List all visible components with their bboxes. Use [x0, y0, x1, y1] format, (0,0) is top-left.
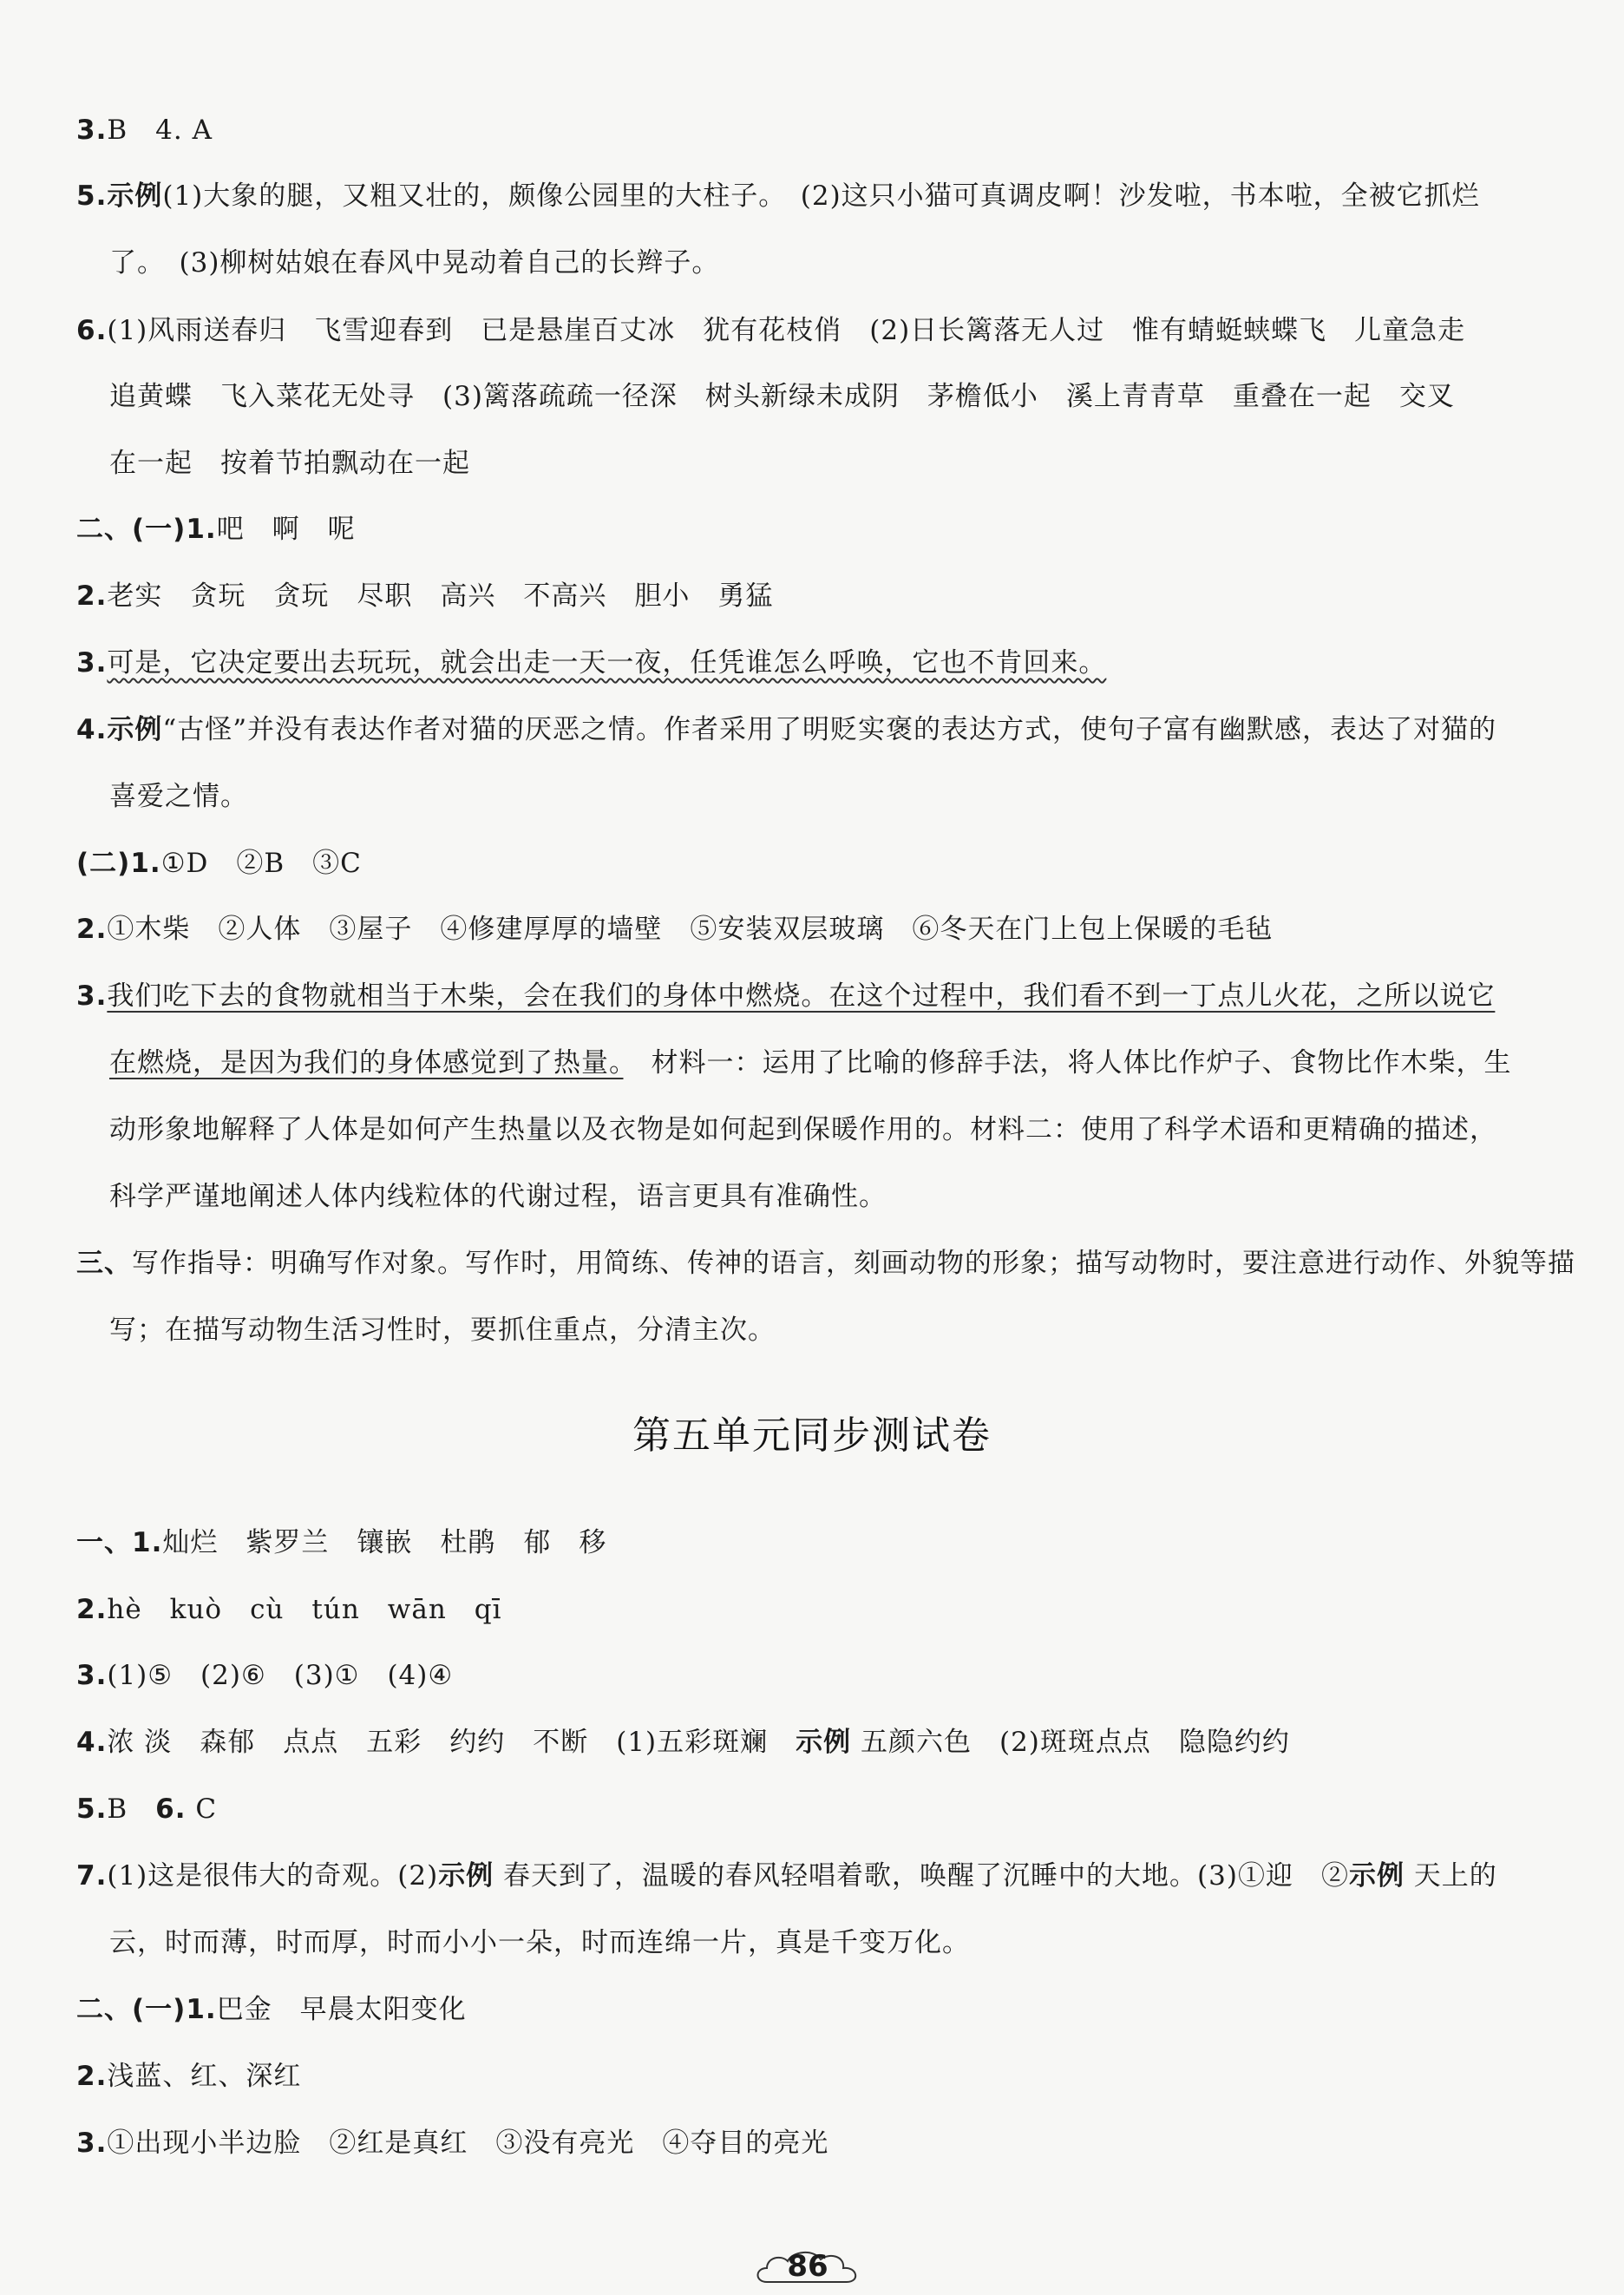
answer-line: 三、写作指导：明确写作对象。写作时，用简练、传神的语言，刻画动物的形象；描写动物时，要注意进行动作、外貌等描 — [76, 1248, 1575, 1279]
answer-line: 7.(1)这是很伟大的奇观。(2)示例 春天到了，温暖的春风轻唱着歌，唤醒了沉睡中的大地。(3)①迎 ②示例 天上的 — [76, 1860, 1497, 1892]
wavy-underlined-answer: 可是，它决定要出去玩玩，就会出走一天一夜，任凭谁怎么呼唤，它也不肯回来。 — [107, 647, 1107, 679]
underlined-answer: 在燃烧，是因为我们的身体感觉到了热量。 — [109, 1047, 624, 1079]
answer-line: 二、(一)1.吧 啊 呢 — [76, 514, 356, 545]
underlined-answer: 我们吃下去的食物就相当于木柴，会在我们的身体中燃烧。在这个过程中，我们看不到一丁点儿火花，之所以说它 — [107, 980, 1496, 1012]
answer-line: 喜爱之情。 — [109, 781, 248, 812]
answer-line: 了。 (3)柳树姑娘在春风中晃动着自己的长辫子。 — [109, 247, 720, 279]
answer-line: 4.浓 淡 森郁 点点 五彩 约约 不断 (1)五彩斑斓 示例 五颜六色 (2)斑斑点点 隐隐约约 — [76, 1727, 1290, 1758]
answer-line: 6.(1)风雨送春归 飞雪迎春到 已是悬崖百丈冰 犹有花枝俏 (2)日长篱落无人过 惟有蜻蜓蛱蝶飞 儿童急走 — [76, 315, 1466, 346]
answer-line: 2.浅蓝、红、深红 — [76, 2061, 302, 2092]
answer-line: 云，时而薄，时而厚，时而小小一朵，时而连绵一片，真是千变万化。 — [109, 1927, 970, 1958]
answer-line: 2.①木柴 ②人体 ③屋子 ④修建厚厚的墙壁 ⑤安装双层玻璃 ⑥冬天在门上包上保暖的毛毡 — [76, 914, 1274, 945]
answer-line: 一、1.灿烂 紫罗兰 镶嵌 杜鹃 郁 移 — [76, 1527, 607, 1558]
answer-line: 2.hè kuò cù tún wān qī — [76, 1594, 502, 1625]
answer-line: 5.B 6. C — [76, 1793, 218, 1825]
answer-line: (二)1.①D ②B ③C — [76, 848, 362, 879]
answer-line: 2.老实 贪玩 贪玩 尽职 高兴 不高兴 胆小 勇猛 — [76, 580, 774, 612]
answer-line: 4.示例“古怪”并没有表达作者对猫的厌恶之情。作者采用了明贬实褒的表达方式，使句子富有幽默感，表达了对猫的 — [76, 714, 1497, 745]
answer-line: 科学严谨地阐述人体内线粒体的代谢过程，语言更具有准确性。 — [109, 1181, 887, 1212]
answer-line: 3.(1)⑤ (2)⑥ (3)① (4)④ — [76, 1660, 454, 1691]
answer-line: 3.可是，它决定要出去玩玩，就会出走一天一夜，任凭谁怎么呼唤，它也不肯回来。 — [76, 647, 1107, 679]
answer-line: 写；在描写动物生活习性时，要抓住重点，分清主次。 — [109, 1315, 776, 1346]
answer-line: 3.我们吃下去的食物就相当于木柴，会在我们的身体中燃烧。在这个过程中，我们看不到一丁点儿火花，之所以说它 — [76, 980, 1496, 1012]
answer-line: 5.示例(1)大象的腿，又粗又壮的，颇像公园里的大柱子。 (2)这只小猫可真调皮啊！沙发啦，书本啦，全被它抓烂 — [76, 180, 1480, 212]
answer-line: 动形象地解释了人体是如何产生热量以及衣物是如何起到保暖作用的。材料二：使用了科学术语和更精确的描述， — [109, 1114, 1497, 1145]
answer-line: 在一起 按着节拍飘动在一起 — [109, 448, 470, 479]
page-number: 86 — [751, 2247, 864, 2291]
answer-line: 追黄蝶 飞入菜花无处寻 (3)篱落疏疏一径深 树头新绿未成阴 茅檐低小 溪上青青草 重叠在一起 交叉 — [109, 381, 1455, 412]
section-title: 第五单元同步测试卷 — [632, 1413, 992, 1458]
answer-line: 在燃烧，是因为我们的身体感觉到了热量。 材料一：运用了比喻的修辞手法，将人体比作炉子、食物比作木柴，生 — [109, 1047, 1512, 1079]
answer-line: 二、(一)1.巴金 早晨太阳变化 — [76, 1994, 467, 2025]
answer-line: 3.B 4. A — [76, 115, 213, 146]
answer-line: 3.①出现小半边脸 ②红是真红 ③没有亮光 ④夺目的亮光 — [76, 2128, 829, 2159]
